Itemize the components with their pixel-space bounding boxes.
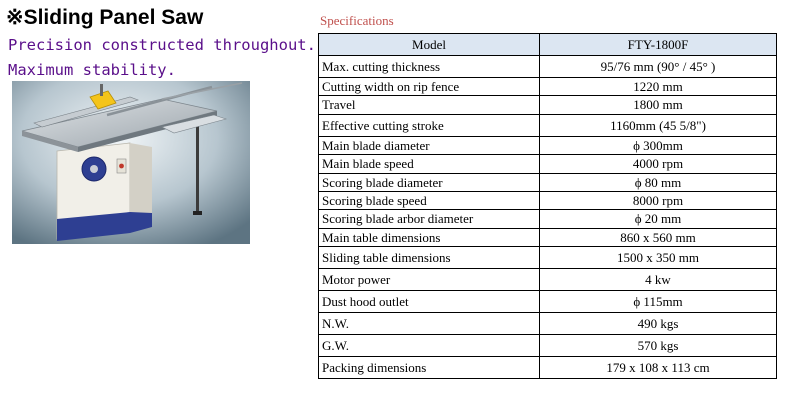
spec-row (319, 56, 777, 78)
guard-arm (100, 84, 103, 96)
spec-label: Dust hood outlet (319, 291, 540, 313)
spec-header-row (319, 34, 777, 56)
outrigger-leg (196, 121, 199, 213)
spec-label: Sliding table dimensions (319, 247, 540, 269)
spec-value: ϕ 115mm (540, 291, 777, 313)
spec-row (319, 96, 777, 114)
spec-label: Main blade speed (319, 155, 540, 173)
tagline-precision: Precision constructed throughout. (8, 36, 316, 54)
spec-value: 1160mm (45 5/8") (540, 114, 777, 136)
spec-row (319, 269, 777, 291)
spec-label: Main blade diameter (319, 136, 540, 154)
tagline-stability: Maximum stability. (8, 61, 176, 79)
spec-row (319, 335, 777, 357)
saw-product-photo (12, 81, 250, 244)
spec-label: N.W. (319, 313, 540, 335)
specifications-heading: Specifications (320, 13, 394, 28)
spec-label: Packing dimensions (319, 357, 540, 379)
spec-value: 4 kw (540, 269, 777, 291)
outrigger-foot (193, 211, 202, 215)
spec-row (319, 247, 777, 269)
spec-value: 179 x 108 x 113 cm (540, 357, 777, 379)
model-header-label: Model (319, 34, 540, 56)
spec-row (319, 228, 777, 246)
handwheel-hub (90, 165, 98, 173)
spec-value: 1500 x 350 mm (540, 247, 777, 269)
spec-row (319, 291, 777, 313)
spec-row (319, 155, 777, 173)
spec-label: Motor power (319, 269, 540, 291)
spec-row (319, 210, 777, 228)
spec-label: G.W. (319, 335, 540, 357)
spec-value: ϕ 80 mm (540, 173, 777, 191)
spec-label: Scoring blade speed (319, 192, 540, 210)
spec-row (319, 78, 777, 96)
spec-value: 95/76 mm (90° / 45° ) (540, 56, 777, 78)
spec-value: 490 kgs (540, 313, 777, 335)
spec-value: 860 x 560 mm (540, 228, 777, 246)
specifications-table (318, 33, 777, 379)
spec-row (319, 173, 777, 191)
model-header-value: FTY-1800F (540, 34, 777, 56)
spec-label: Cutting width on rip fence (319, 78, 540, 96)
spec-value: 1220 mm (540, 78, 777, 96)
spec-row (319, 136, 777, 154)
spec-label: Scoring blade arbor diameter (319, 210, 540, 228)
control-button (119, 164, 124, 169)
spec-label: Max. cutting thickness (319, 56, 540, 78)
spec-row (319, 192, 777, 210)
spec-label: Scoring blade diameter (319, 173, 540, 191)
spec-label: Main table dimensions (319, 228, 540, 246)
spec-row (319, 357, 777, 379)
spec-value: 1800 mm (540, 96, 777, 114)
spec-value: 8000 rpm (540, 192, 777, 210)
spec-value: 4000 rpm (540, 155, 777, 173)
page-title: ※Sliding Panel Saw (6, 6, 204, 29)
spec-row (319, 114, 777, 136)
spec-label: Travel (319, 96, 540, 114)
spec-value: 570 kgs (540, 335, 777, 357)
spec-value: ϕ 20 mm (540, 210, 777, 228)
spec-row (319, 313, 777, 335)
spec-label: Effective cutting stroke (319, 114, 540, 136)
spec-value: ϕ 300mm (540, 136, 777, 154)
